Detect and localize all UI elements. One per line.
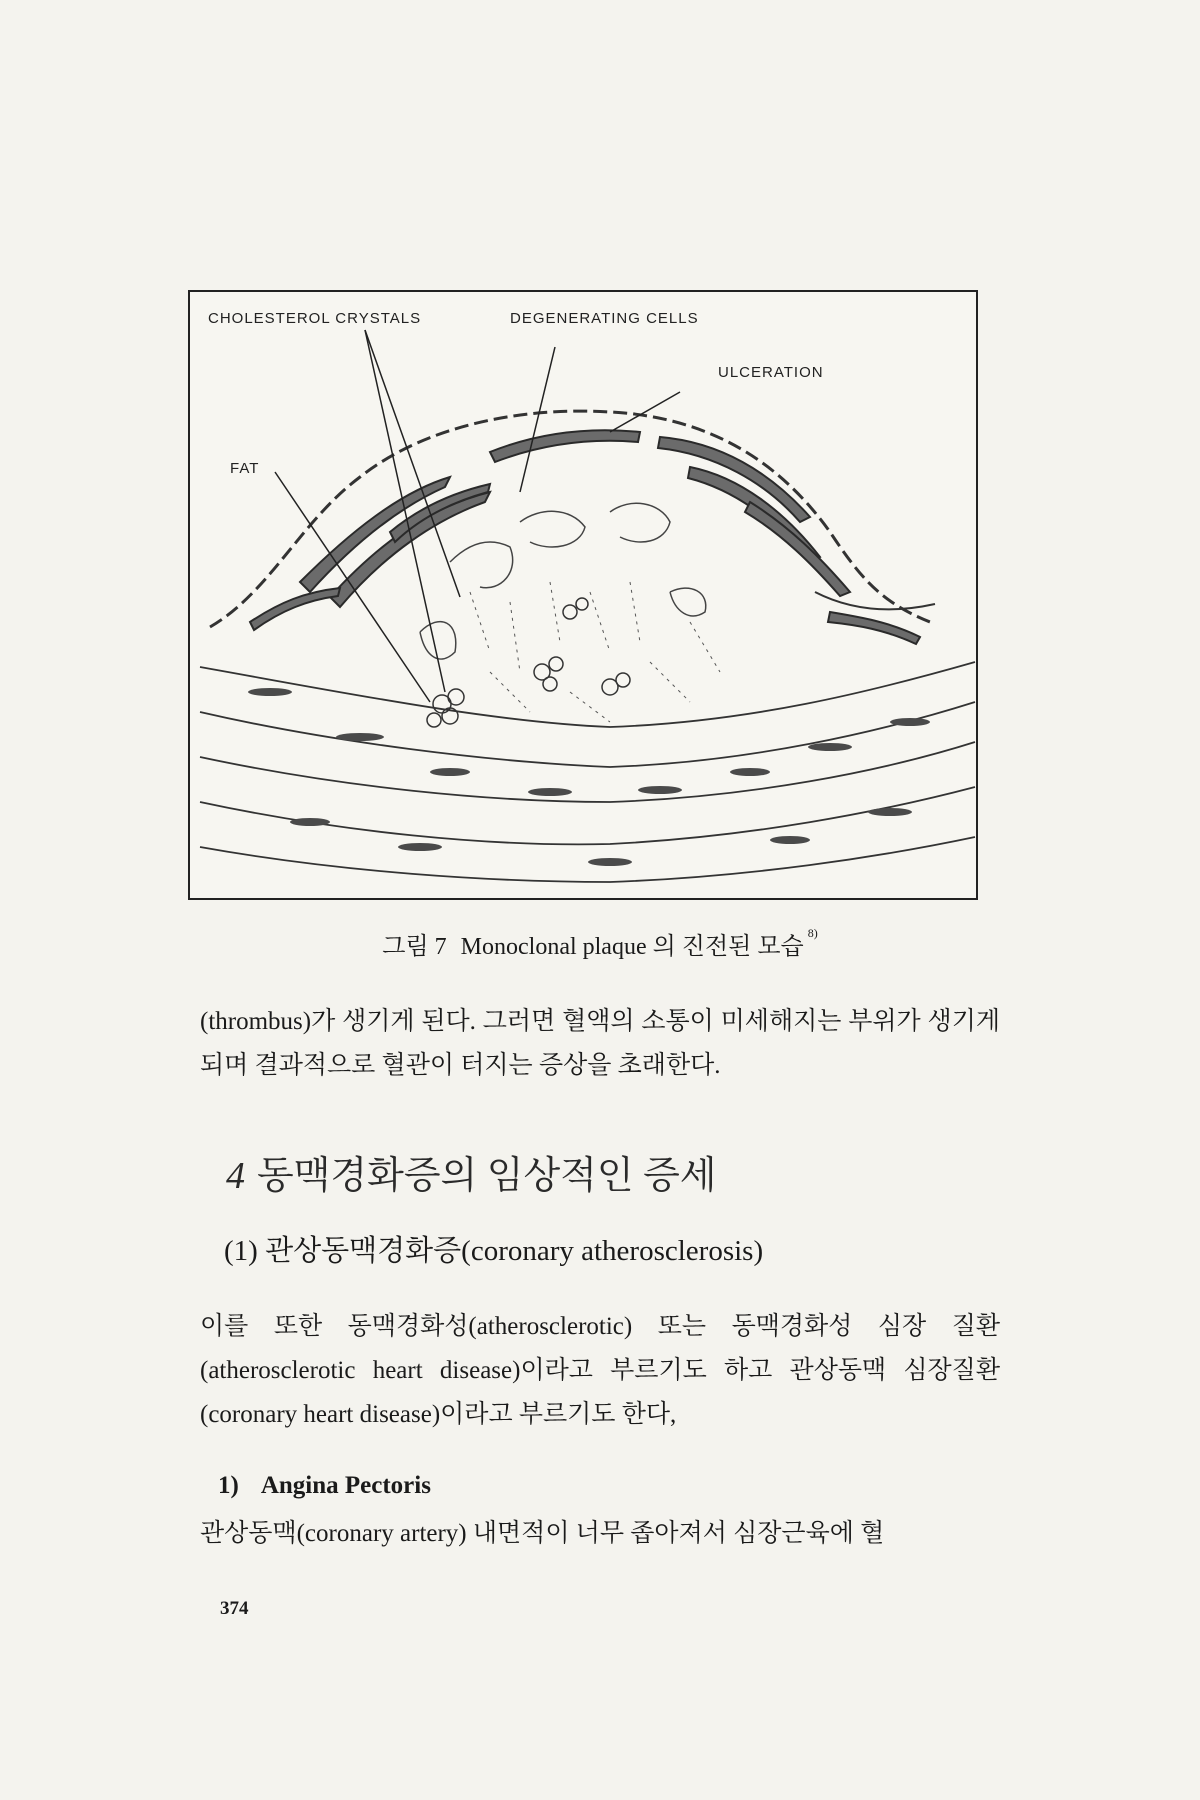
- item-heading: [218, 1472, 431, 1500]
- plaque-figure: [188, 290, 978, 900]
- paragraph-definition: 이를 또한 동맥경화성(atherosclerotic) 또는 동맥경화성 심장 질환(atherosclerotic heart disease)이라고 부르기도 하고 관상동맥 심장질환(coronary heart disease)이라고 부르기도 한다,: [200, 1313, 1000, 1428]
- section-number: 4: [226, 1155, 245, 1197]
- caption-text: Monoclonal plaque 의 진전된 모습: [460, 934, 804, 960]
- paragraph-thrombus: (thrombus)가 생기게 된다. 그러면 혈액의 소통이 미세해지는 부위가 생기게 되며 결과적으로 혈관이 터지는 증상을 초래한다.: [200, 1008, 1000, 1079]
- page-number: 374: [220, 1598, 249, 1619]
- section-heading: [226, 1144, 717, 1199]
- caption-ref: 8): [807, 926, 818, 940]
- section-title: 동맥경화증의 임상적인 증세: [257, 1155, 717, 1197]
- paragraph-angina: 관상동맥(coronary artery) 내면적이 너무 좁아져서 심장근육에 혈: [200, 1520, 885, 1547]
- label-cholesterol-crystals: CHOLESTEROL CRYSTALS: [208, 310, 422, 327]
- caption-number: 그림 7: [382, 934, 447, 960]
- item-title: Angina Pectoris: [260, 1472, 431, 1499]
- label-degenerating-cells: DEGENERATING CELLS: [510, 310, 699, 327]
- subsection-heading: (1) 관상동맥경화증(coronary atherosclerosis): [224, 1235, 764, 1267]
- label-fat: FAT: [230, 460, 260, 477]
- plaque-illustration: [190, 292, 980, 902]
- figure-caption: [0, 926, 1200, 961]
- label-ulceration: ULCERATION: [718, 364, 824, 381]
- item-number: 1): [218, 1472, 239, 1499]
